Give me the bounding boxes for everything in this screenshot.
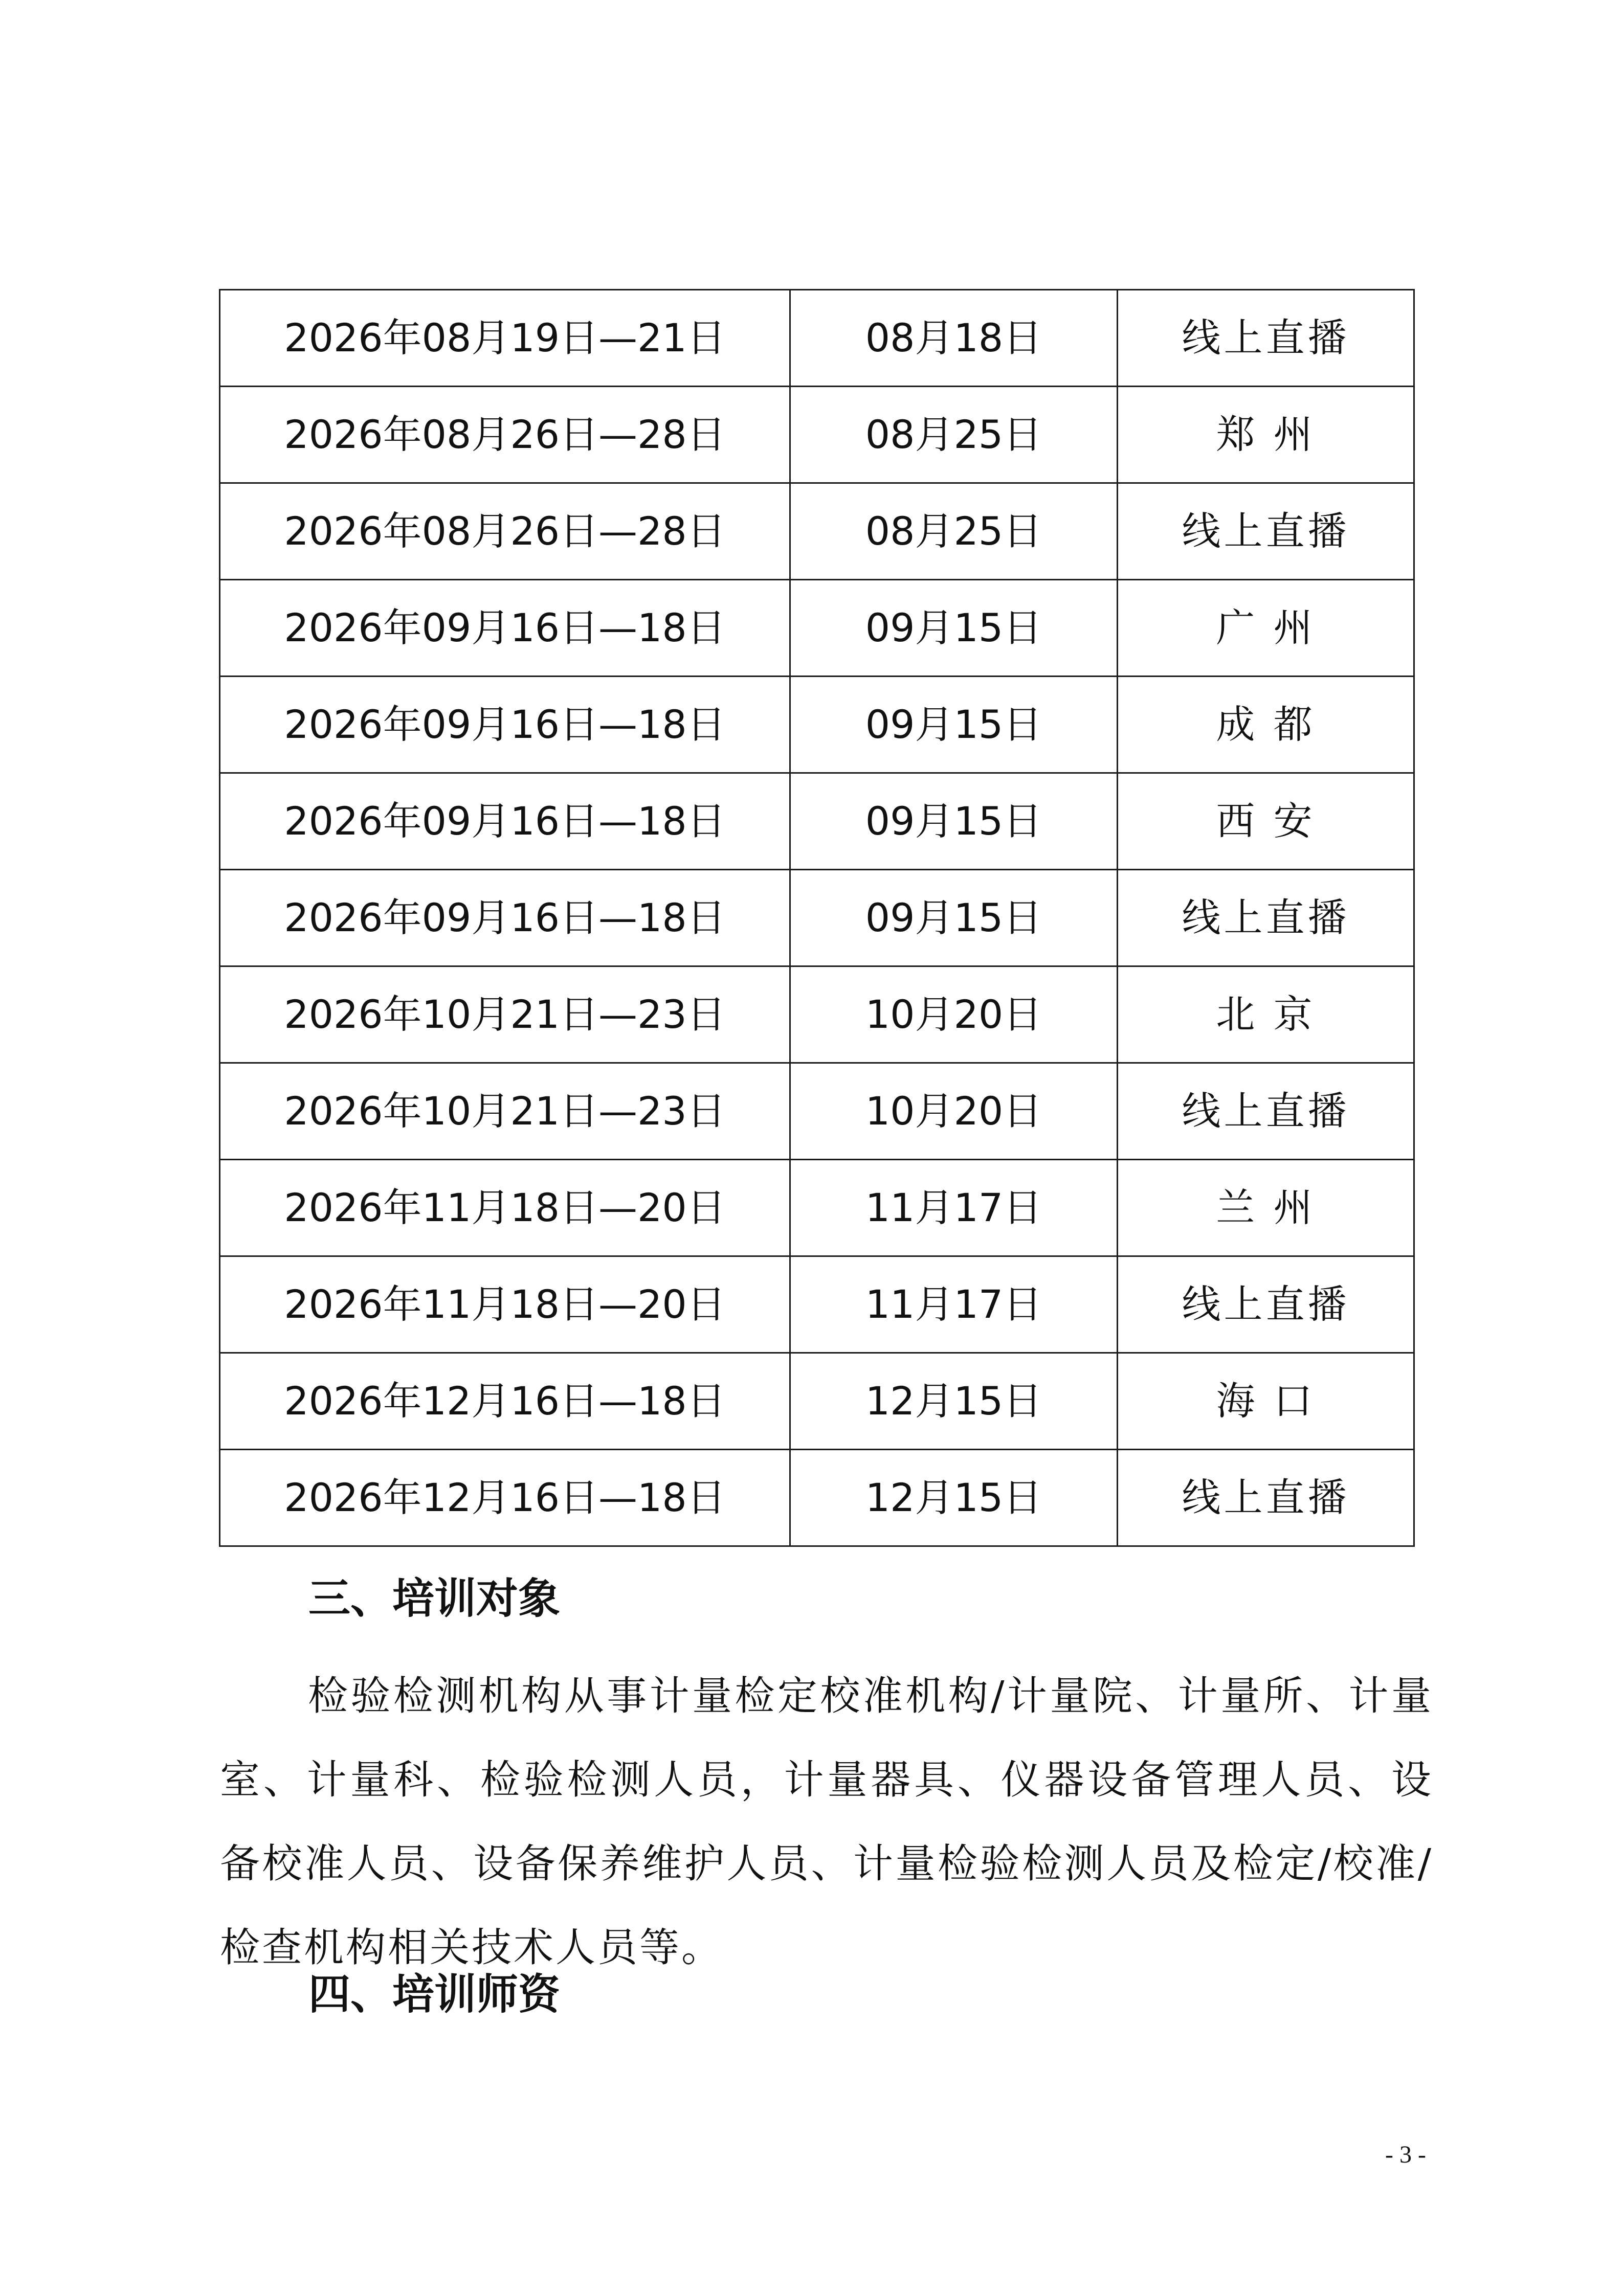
training-date-cell: 2026年08月26日—28日 <box>220 387 790 483</box>
location-cell: 兰 州 <box>1118 1160 1414 1256</box>
location-cell: 郑 州 <box>1118 387 1414 483</box>
table-row <box>220 1063 1414 1160</box>
registration-date-cell: 09月15日 <box>790 773 1118 870</box>
table-row <box>220 1160 1414 1256</box>
table-row <box>220 580 1414 677</box>
table-row <box>220 1256 1414 1353</box>
training-date-cell: 2026年08月26日—28日 <box>220 483 790 580</box>
registration-date-cell: 10月20日 <box>790 966 1118 1063</box>
registration-date-cell: 09月15日 <box>790 580 1118 677</box>
registration-date-cell: 08月25日 <box>790 483 1118 580</box>
registration-date-cell: 11月17日 <box>790 1160 1118 1256</box>
registration-date-cell: 09月15日 <box>790 870 1118 966</box>
location-cell: 线上直播 <box>1118 1063 1414 1160</box>
training-date-cell: 2026年11月18日—20日 <box>220 1256 790 1353</box>
location-cell: 线上直播 <box>1118 1256 1414 1353</box>
registration-date-cell: 12月15日 <box>790 1353 1118 1450</box>
registration-date-cell: 08月25日 <box>790 387 1118 483</box>
training-date-cell: 2026年09月16日—18日 <box>220 677 790 773</box>
table-row <box>220 290 1414 387</box>
location-cell: 线上直播 <box>1118 483 1414 580</box>
section-heading-training-faculty: 四、培训师资 <box>308 1970 561 2019</box>
location-cell: 北 京 <box>1118 966 1414 1063</box>
table-row <box>220 387 1414 483</box>
table-row <box>220 870 1414 966</box>
table-row <box>220 1353 1414 1450</box>
location-cell: 西 安 <box>1118 773 1414 870</box>
location-cell: 海 口 <box>1118 1353 1414 1450</box>
table-row <box>220 677 1414 773</box>
page-number: - 3 - <box>1385 2141 1426 2168</box>
table-row <box>220 1450 1414 1546</box>
training-date-cell: 2026年11月18日—20日 <box>220 1160 790 1256</box>
training-date-cell: 2026年12月16日—18日 <box>220 1353 790 1450</box>
training-date-cell: 2026年12月16日—18日 <box>220 1450 790 1546</box>
location-cell: 线上直播 <box>1118 1450 1414 1546</box>
training-date-cell: 2026年10月21日—23日 <box>220 966 790 1063</box>
location-cell: 广 州 <box>1118 580 1414 677</box>
section-heading-training-audience: 三、培训对象 <box>308 1574 561 1623</box>
training-audience-paragraph: 检验检测机构从事计量检定校准机构/计量院、计量所、计量室、计量科、检验检测人员，计量器具、仪器设备管理人员、设备校准人员、设备保养维护人员、计量检验检测人员及检定/校准/检查机构相关技术人员等。 <box>220 1673 1433 1971</box>
registration-date-cell: 09月15日 <box>790 677 1118 773</box>
registration-date-cell: 12月15日 <box>790 1450 1118 1546</box>
location-cell: 线上直播 <box>1118 870 1414 966</box>
training-date-cell: 2026年09月16日—18日 <box>220 773 790 870</box>
table-row <box>220 966 1414 1063</box>
location-cell: 线上直播 <box>1118 290 1414 387</box>
location-cell: 成 都 <box>1118 677 1414 773</box>
registration-date-cell: 10月20日 <box>790 1063 1118 1160</box>
training-schedule-table <box>219 289 1415 1547</box>
training-date-cell: 2026年10月21日—23日 <box>220 1063 790 1160</box>
registration-date-cell: 08月18日 <box>790 290 1118 387</box>
table-row <box>220 483 1414 580</box>
registration-date-cell: 11月17日 <box>790 1256 1118 1353</box>
training-date-cell: 2026年09月16日—18日 <box>220 580 790 677</box>
training-date-cell: 2026年08月19日—21日 <box>220 290 790 387</box>
table-row <box>220 773 1414 870</box>
training-date-cell: 2026年09月16日—18日 <box>220 870 790 966</box>
